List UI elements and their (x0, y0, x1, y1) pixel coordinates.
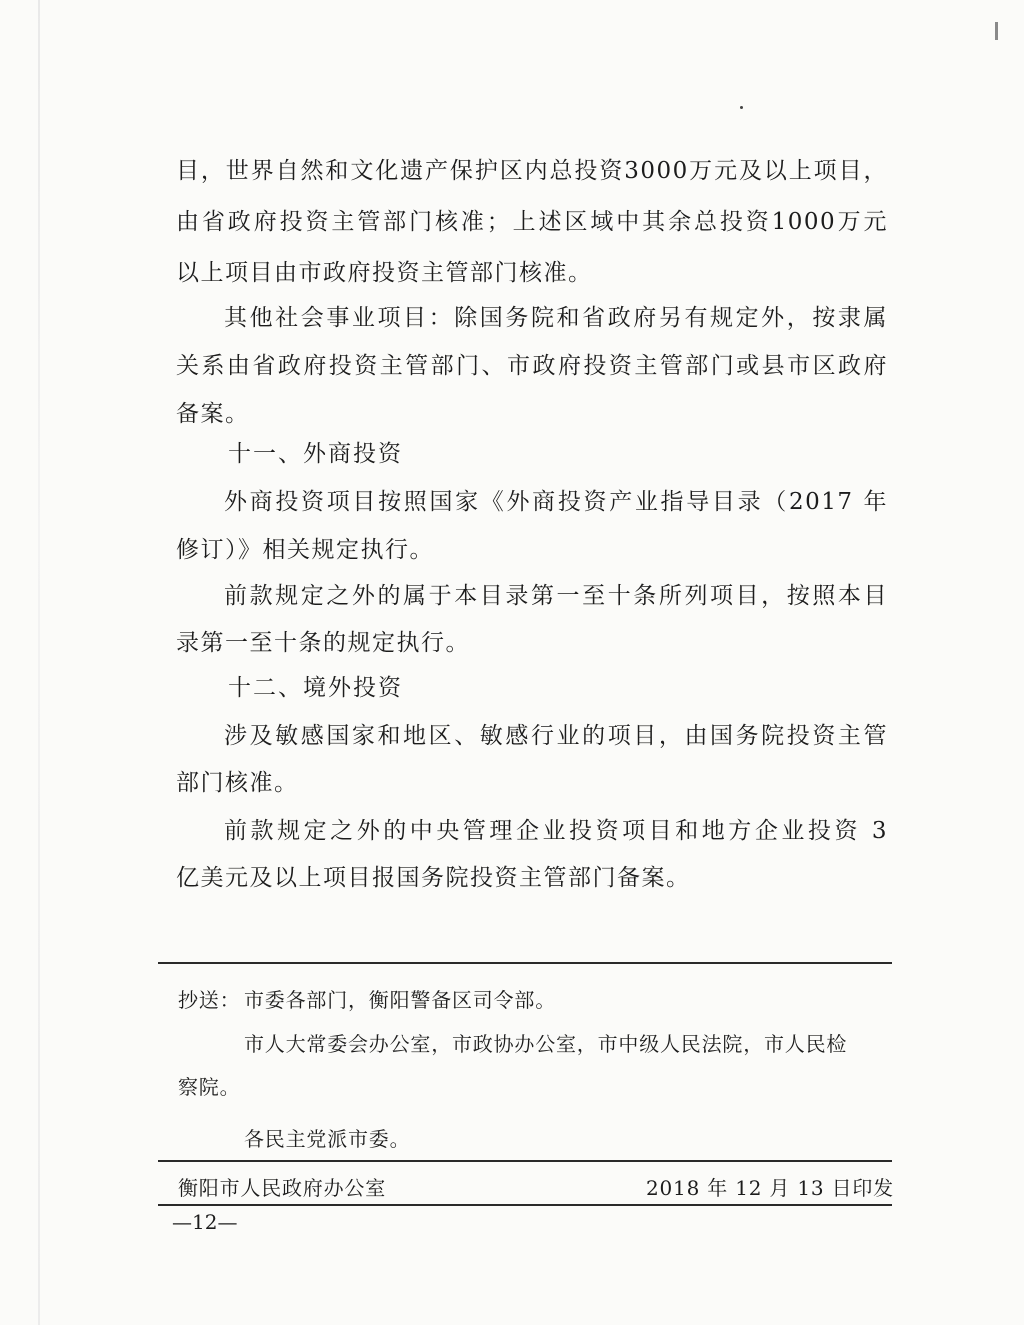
section-11-heading: 十一、外商投资 (228, 441, 403, 467)
footer-bottom-rule (158, 1204, 892, 1206)
sec12-line-2: 部门核准。 (176, 770, 299, 796)
scan-edge (38, 0, 40, 1325)
body-line-6: 备案。 (176, 401, 250, 427)
body-line-5: 关系由省政府投资主管部门、市政府投资主管部门或县市区政府 (176, 353, 888, 379)
cc-label: 抄送： (178, 988, 241, 1012)
sec12-line-4: 亿美元及以上项目报国务院投资主管部门备案。 (176, 865, 691, 891)
section-12-heading: 十二、境外投资 (228, 675, 403, 701)
body-line-1: 目，世界自然和文化遗产保护区内总投资3000万元及以上项目， (176, 158, 888, 184)
sec11-line-3: 前款规定之外的属于本目录第一至十条所列项目，按照本目 (224, 583, 888, 609)
issue-date: 2018 年 12 月 13 日印发 (646, 1176, 894, 1200)
scan-mark (995, 22, 998, 40)
cc-line-1: 市委各部门，衡阳警备区司令部。 (244, 988, 556, 1012)
cc-line-3: 察院。 (178, 1075, 241, 1099)
scan-dot (740, 106, 743, 109)
sec12-line-1: 涉及敏感国家和地区、敏感行业的项目，由国务院投资主管 (224, 723, 888, 749)
body-line-2: 由省政府投资主管部门核准；上述区域中其余总投资1000万元 (176, 209, 888, 235)
footer-top-rule (158, 1160, 892, 1162)
cc-top-rule (158, 962, 892, 964)
cc-line-2: 市人大常委会办公室，市政协办公室，市中级人民法院，市人民检 (244, 1032, 848, 1056)
sec11-line-4: 录第一至十条的规定执行。 (176, 630, 470, 656)
sec11-line-2: 修订）》相关规定执行。 (176, 537, 434, 563)
cc-line-4: 各民主党派市委。 (244, 1127, 411, 1151)
sec11-line-1: 外商投资项目按照国家《外商投资产业指导目录（2017 年 (224, 489, 888, 515)
body-line-4: 其他社会事业项目：除国务院和省政府另有规定外，按隶属 (224, 305, 888, 331)
sec12-line-3: 前款规定之外的中央管理企业投资项目和地方企业投资 3 (224, 818, 888, 844)
issuer: 衡阳市人民政府办公室 (178, 1176, 386, 1200)
body-line-3: 以上项目由市政府投资主管部门核准。 (176, 260, 593, 286)
page-number: —12— (172, 1210, 238, 1234)
